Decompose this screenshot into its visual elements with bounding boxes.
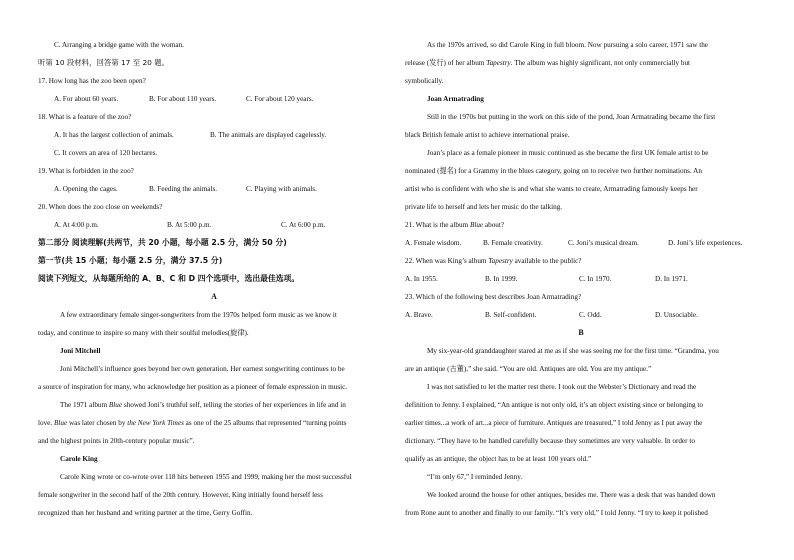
- question-17-options: [38, 90, 390, 108]
- question-22: [405, 252, 757, 270]
- option-c: C. At 6:00 p.m.: [281, 221, 326, 229]
- option-d: D. Unsociable.: [655, 311, 698, 319]
- option-b: B. Self-confident.: [485, 311, 537, 319]
- option-c: C. In 1970.: [579, 275, 612, 283]
- paragraph-line: a source of inspiration for many, who acknowledge her position as a pioneer of female expression in music.: [38, 383, 348, 391]
- option-line: C. Arranging a bridge game with the woman.: [54, 41, 184, 49]
- question-19-options: [38, 180, 390, 198]
- text-run: showed Joni’s truthful self, telling the stories of her experiences in life and in: [122, 401, 346, 409]
- paragraph-line: [405, 54, 757, 72]
- paragraph-line: Still in the 1970s but putting in the work on this side of the pond, Joan Armatrading became the first: [427, 113, 716, 121]
- text-run: was later chosen by: [67, 419, 128, 427]
- newspaper-title: the New York Times: [127, 419, 184, 427]
- left-column: [38, 36, 390, 522]
- paragraph-line: symbolically.: [405, 77, 444, 85]
- question-17: 17. How long has the zoo been open?: [38, 77, 146, 85]
- option-c: C. Playing with animals.: [246, 185, 317, 193]
- option-b: B. In 1999.: [485, 275, 518, 283]
- text-run: release (发行) of her album: [405, 59, 487, 67]
- option-d: D. Joni’s life experiences.: [668, 239, 743, 247]
- reading-instruction: 阅读下列短文，从每题所给的 A、B、C 和 D 四个选项中，选出最佳选项。: [38, 274, 300, 283]
- paragraph-line: artist who is confident with who she is and what she wants to create, Armatrading famously keeps her: [405, 185, 698, 193]
- question-18-options: [38, 126, 390, 144]
- text-run: about?: [483, 221, 505, 229]
- option-a: A. In 1955.: [405, 275, 438, 283]
- question-20: 20. When does the zoo close on weekends?: [38, 203, 163, 211]
- album-title: Tapestry: [488, 257, 513, 265]
- option-a: A. For about 60 years.: [54, 95, 119, 103]
- paragraph-line: My six-year-old granddaughter stared at me as if she was seeing me for the first time. “Grandma, you: [427, 347, 719, 355]
- paragraph-line: Joni Mitchell’s influence goes beyond her own generation. Her earnest songwriting continues to be: [60, 365, 345, 373]
- option-b: B. Feeding the animals.: [149, 185, 218, 193]
- text-run: love.: [38, 419, 54, 427]
- question-23: 23. Which of the following best describes Joan Armatrading?: [405, 293, 582, 301]
- option-c: C. Joni’s musical dream.: [568, 239, 639, 247]
- question-21: [405, 216, 757, 234]
- paragraph-line: qualify as an antique, the object has to be at least 100 years old.”: [405, 455, 592, 463]
- passage-a-label: A: [211, 292, 217, 301]
- option-a: A. Female wisdom.: [405, 239, 462, 247]
- paragraph-line: from Rone aunt to another and finally to our family. “It’s very old,” I told Jenny. “I try to keep it polished: [405, 509, 708, 517]
- paragraph-line: private life to herself and lets her music do the talking.: [405, 203, 563, 211]
- album-title: Blue: [469, 221, 484, 229]
- option-c: C. Odd.: [579, 311, 602, 319]
- question-23-options: [405, 306, 757, 324]
- text-run: available to the public?: [512, 257, 582, 265]
- subheading-joni-mitchell: Joni Mitchell: [60, 347, 101, 355]
- listening-instruction: 听第 10 段材料，回答第 17 至 20 题。: [38, 58, 169, 67]
- paragraph-line: earlier times...a work of art...a piece of furniture. Antiques are treasured,” I told Jenny as I put away the: [405, 419, 703, 427]
- option-a: A. At 4:00 p.m.: [54, 221, 99, 229]
- subheading-carole-king: Carole King: [60, 455, 98, 463]
- album-title: Tapestry: [486, 59, 511, 67]
- paragraph-line: nominated (提名) for a Grammy in the blues category, going on to receive two further nominations. An: [405, 167, 702, 175]
- subheading-joan-armatrading: Joan Armatrading: [427, 95, 484, 103]
- question-18: 18. What is a feature of the zoo?: [38, 113, 132, 121]
- paragraph-line: female songwriter in the second half of the 20th century. However, King initially found herself less: [38, 491, 323, 499]
- section-one-heading: 第一节(共 15 小题；每小题 2.5 分，满分 37.5 分): [38, 256, 223, 265]
- paragraph-line: Joan’s place as a female pioneer in music continued as she became the first UK female artist to be: [427, 149, 709, 157]
- question-21-options: [405, 234, 757, 252]
- question-20-options: [38, 216, 390, 234]
- text-run: The 1971 album: [60, 401, 109, 409]
- text-run: . The album was highly significant, not only commercially but: [510, 59, 691, 67]
- paragraph-line: dictionary. “They have to be handled carefully because they sometimes are very valuable. In order to: [405, 437, 695, 445]
- option-d: D. In 1971.: [655, 275, 688, 283]
- paragraph-line: are an antique (古董),” she said. “You are old. Antiques are old. You are my antique.”: [405, 365, 652, 373]
- text-run: 21. What is the album: [405, 221, 470, 229]
- paragraph-line: today, and continue to inspire so many with their soulful melodies(旋律).: [38, 329, 249, 337]
- option-b: B. Female creativity.: [483, 239, 543, 247]
- album-title: Blue: [108, 401, 123, 409]
- paragraph-line: and the highest points in 20th-century popular music”.: [38, 437, 195, 445]
- right-column: [405, 36, 757, 522]
- paragraph-line: Carole King wrote or co-wrote over 118 hits between 1955 and 1999, making her the most successful: [60, 473, 352, 481]
- paragraph-line: “I’m only 67,” I reminded Jenny.: [427, 473, 523, 481]
- paragraph-line: We looked around the house for other antiques, besides me. There was a desk that was handed down: [427, 491, 716, 499]
- album-title: Blue: [53, 419, 68, 427]
- part-two-heading: 第二部分 阅读理解(共两节，共 20 小题，每小题 2.5 分，满分 50 分): [38, 238, 287, 247]
- option-a: A. It has the largest collection of animals.: [54, 131, 174, 139]
- option-b: B. The animals are displayed cagelessly.: [210, 131, 327, 139]
- paragraph-line: recognized than her husband and writing partner at the time, Gerry Goffin.: [38, 509, 253, 517]
- option-c: C. For about 120 years.: [246, 95, 314, 103]
- question-22-options: [405, 270, 757, 288]
- text-run: 22. When was King’s album: [405, 257, 489, 265]
- passage-b-label: B: [578, 328, 584, 337]
- paragraph-line: [38, 396, 390, 414]
- text-run: as one of the 25 albums that represented “turning points: [183, 419, 347, 427]
- option-c: C. It covers an area of 120 hectares.: [54, 149, 158, 157]
- paragraph-line: I was not satisfied to let the matter rest there. I took out the Webster’s Dictionary and read the: [427, 383, 697, 391]
- paragraph-line: black British female artist to achieve international praise.: [405, 131, 570, 139]
- option-a: A. Brave.: [405, 311, 433, 319]
- option-a: A. Opening the cages.: [54, 185, 118, 193]
- paragraph-line: A few extraordinary female singer-songwriters from the 1970s helped form music as we know it: [60, 311, 337, 319]
- paragraph-line: [38, 414, 390, 432]
- paragraph-line: definition to Jenny. I explained, “An antique is not only old, it’s an object existing since or belonging to: [405, 401, 703, 409]
- option-b: B. For about 110 years.: [149, 95, 217, 103]
- option-b: B. At 5:00 p.m.: [167, 221, 212, 229]
- question-19: 19. What is forbidden in the zoo?: [38, 167, 134, 175]
- paragraph-line: As the 1970s arrived, so did Carole King in full bloom. Now pursuing a solo career, 1971 saw the: [427, 41, 708, 49]
